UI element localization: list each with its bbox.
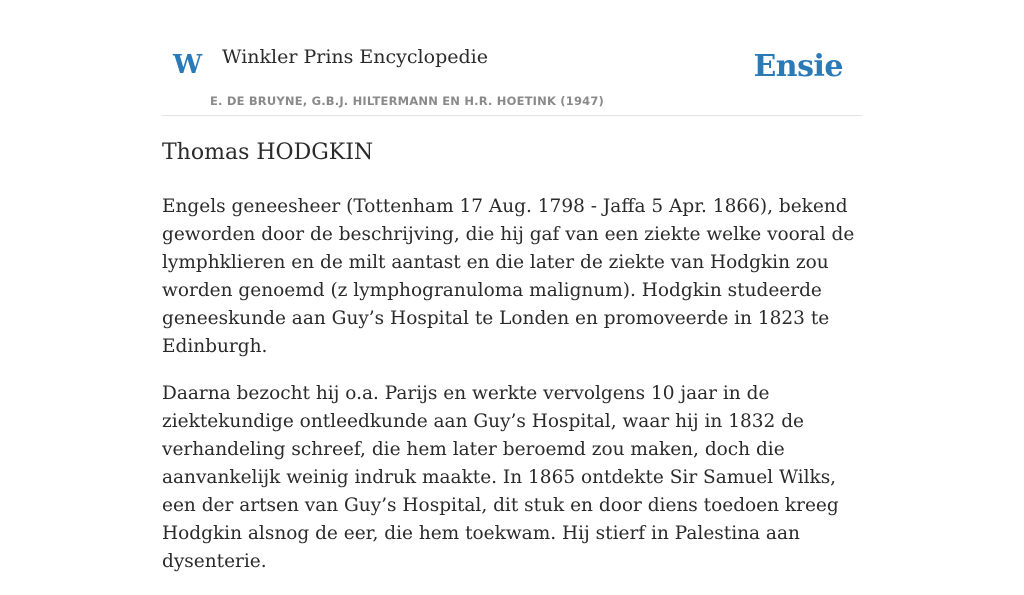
book-authors: E. DE BRUYNE, G.B.J. HILTERMANN EN H.R. HOETINK (1947) xyxy=(210,94,605,108)
article-title: Thomas HODGKIN xyxy=(162,140,374,165)
page-header xyxy=(162,0,862,116)
article-paragraph: Engels geneesheer (Tottenham 17 Aug. 1798 - Jaffa 5 Apr. 1866), bekend geworden door de beschrijving, die hij gaf van een ziekte welke vooral de lymphklieren en de milt aantast en die later de ziekte van Hodgkin zou worden genoemd (z lymphogranuloma malignum). Hodgkin studeerde geneeskunde aan Guy’s Hospital te Londen en promoveerde in 1823 te Edinburgh. xyxy=(162,196,855,357)
article-paragraph: Daarna bezocht hij o.a. Parijs en werkte vervolgens 10 jaar in de ziektekundige ontleedkunde aan Guy’s Hospital, waar hij in 1832 de verhandeling schreef, die hem later beroemd zou maken, doch die aanvankelijk weinig indruk maakte. In 1865 ontdekte Sir Samuel Wilks, een der artsen van Guy’s Hospital, dit stuk en door diens toedoen kreeg Hodgkin alsnog de eer, die hem toekwam. Hij stierf in Palestina aan dysenterie. xyxy=(162,383,839,572)
winkler-prins-logo[interactable]: W xyxy=(173,50,203,80)
page xyxy=(162,0,862,572)
ensie-logo[interactable]: Ensie xyxy=(753,49,843,84)
article-body xyxy=(162,193,867,595)
book-title[interactable]: Winkler Prins Encyclopedie xyxy=(222,46,488,68)
